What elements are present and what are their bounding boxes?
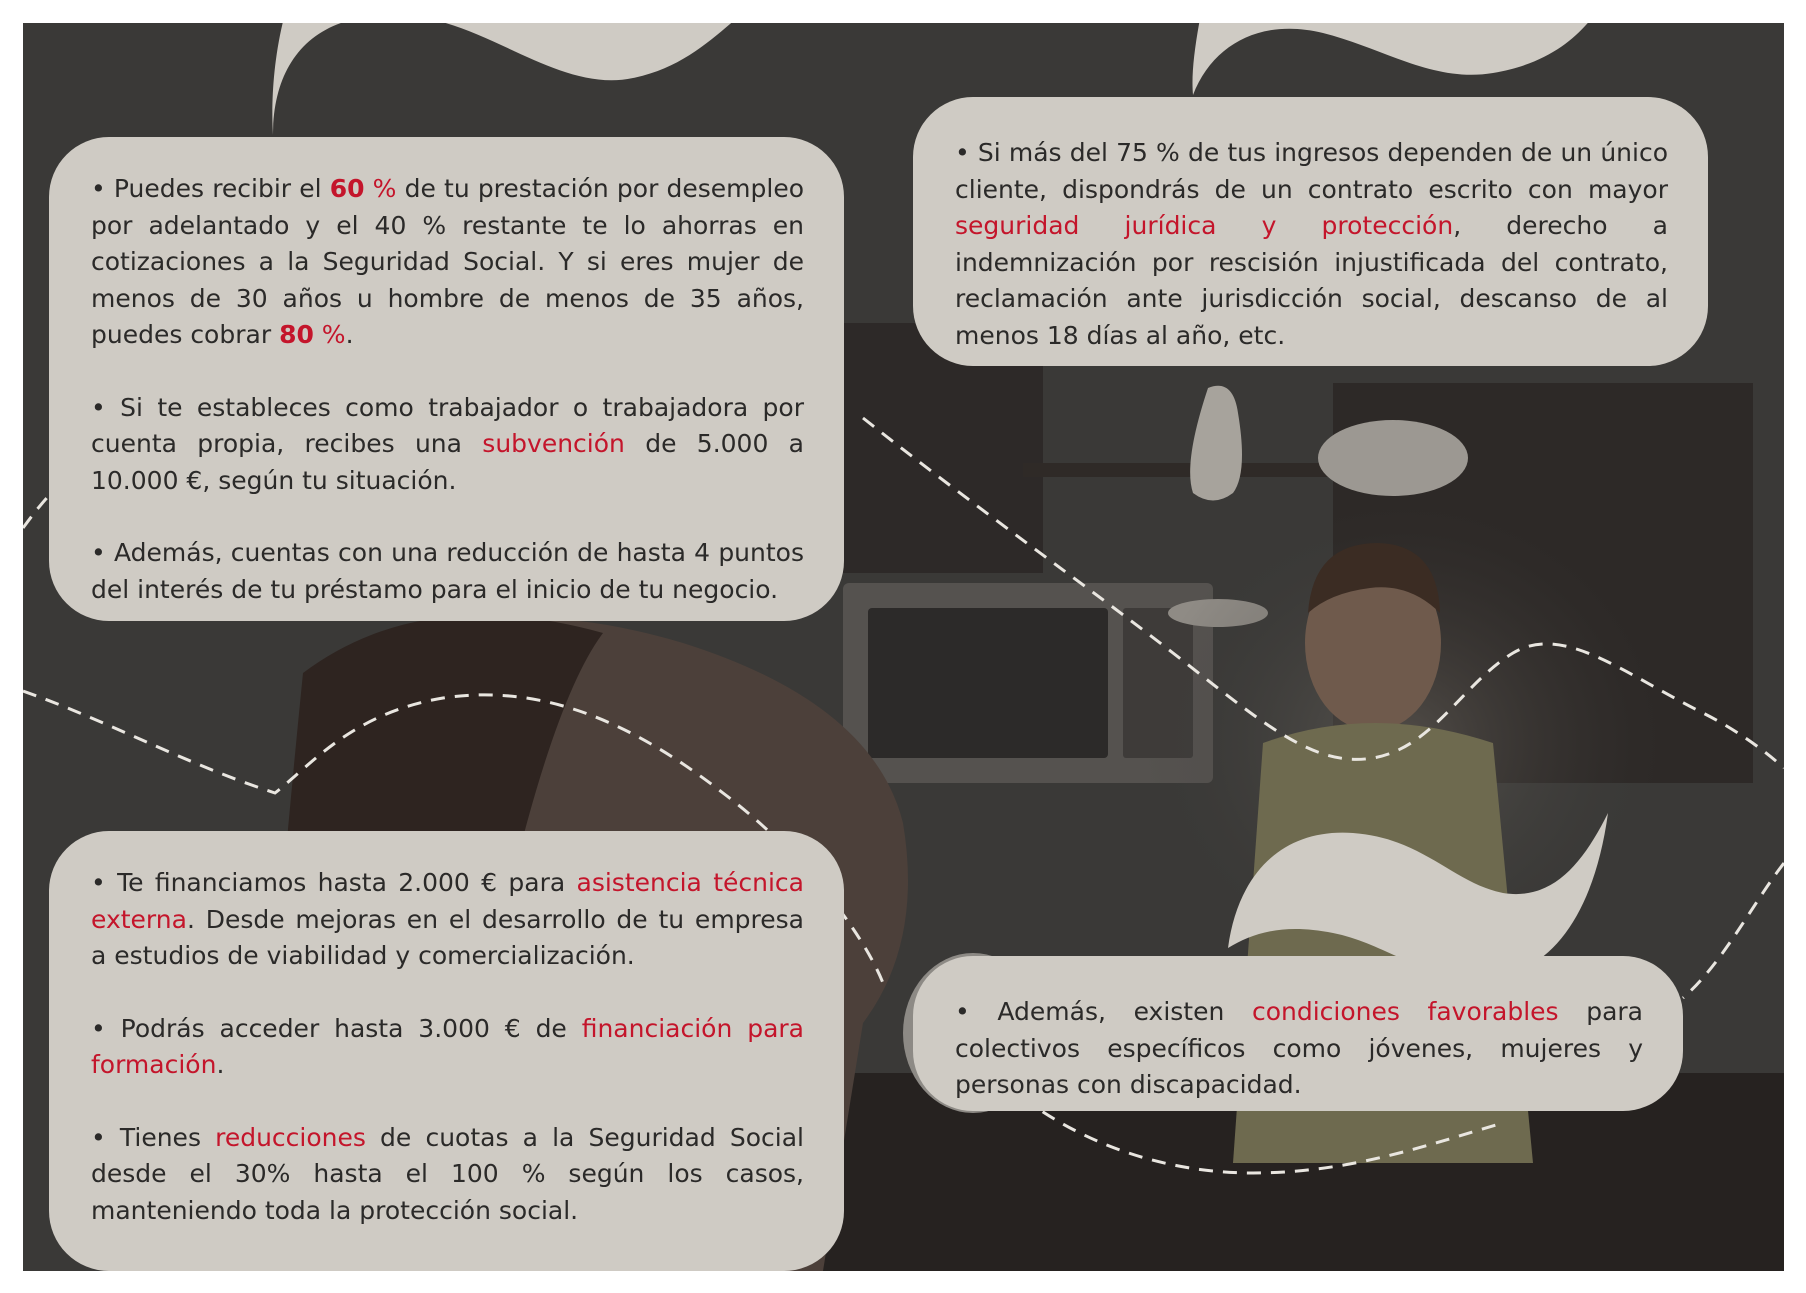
text-run: • Tienes	[91, 1122, 216, 1152]
card-favorable-conditions	[913, 956, 1683, 1111]
text-specific-groups	[955, 994, 1643, 1104]
highlight-favorable-conditions: condiciones favorables	[1251, 997, 1559, 1026]
shelf	[1023, 463, 1343, 477]
highlight-training-funding: financiación para formación	[91, 1013, 804, 1079]
text-capitalization	[91, 171, 804, 354]
card-dependent-self-employed	[913, 97, 1708, 366]
text-subsidy	[91, 390, 804, 500]
microwave-window	[868, 608, 1108, 758]
vase	[1190, 386, 1242, 501]
highlight-subsidy: subvención	[482, 429, 625, 458]
highlight-reductions: reducciones	[215, 1122, 366, 1152]
text-run: de tu prestación por desempleo por adelantado y el 40 % restante te lo ahorras en cotizaciones a la Seguridad Social. Y si eres mujer de menos de 30 años u hombre de menos de 35 años, puedes cobrar	[91, 174, 805, 349]
text-run: para colectivos específicos como jóvenes, mujeres y personas con discapacidad.	[955, 997, 1643, 1099]
text-training-funding	[91, 1011, 804, 1084]
text-run: • Además, existen	[955, 997, 1252, 1026]
highlight-legal-security: seguridad jurídica y protección	[955, 211, 1454, 240]
text-run: de 5.000 a 10.000 €, según tu situación.	[91, 429, 804, 495]
text-technical-assistance	[91, 865, 804, 975]
highlight-percent-80: 80	[279, 320, 314, 349]
text-loan-reduction	[91, 535, 804, 608]
text-run: . Desde mejoras en el desarrollo de tu empresa a estudios de viabilidad y comercialización.	[91, 904, 804, 970]
highlight-percent-sign: %	[364, 174, 397, 203]
highlight-percent-sign: %	[313, 320, 346, 349]
text-run: • Podrás acceder hasta 3.000 € de	[91, 1013, 582, 1043]
text-contribution-reductions	[91, 1120, 804, 1230]
highlight-percent-60: 60	[329, 174, 365, 203]
text-run: • Te financiamos hasta 2.000 € para	[91, 868, 577, 897]
text-run: • Si más del 75 % de tus ingresos dependen de un único cliente, dispondrás de un contrato escrito con mayor	[955, 138, 1668, 204]
dashed-line-right	[1683, 863, 1784, 998]
tilde-shape-top-right	[1192, 23, 1603, 95]
card-technical-assistance	[49, 831, 844, 1271]
tilde-shape-top-left	[272, 23, 743, 135]
text-run: • Si te estableces como trabajador o trabajadora por cuenta propia, recibes una	[91, 392, 804, 458]
text-run: • Además, cuentas con una reducción de hasta 4 puntos del interés de tu préstamo para el inicio de tu negocio.	[91, 538, 804, 604]
text-run: .	[345, 320, 354, 349]
bowl	[1318, 420, 1468, 496]
highlight-technical-assistance: asistencia técnica externa	[91, 868, 804, 934]
text-run: , derecho a indemnización por rescisión injustificada del contrato, reclamación ante jurisdicción social, descanso de al menos 18 días al año, etc.	[955, 211, 1668, 350]
card-unemployment-benefits	[49, 137, 844, 621]
text-run: .	[216, 1050, 225, 1079]
text-single-client	[955, 135, 1668, 354]
text-run: • Puedes recibir el	[91, 174, 330, 203]
text-run: de cuotas a la Seguridad Social desde el 30% hasta el 100 % según los casos, manteniendo toda la protección social.	[91, 1122, 804, 1225]
